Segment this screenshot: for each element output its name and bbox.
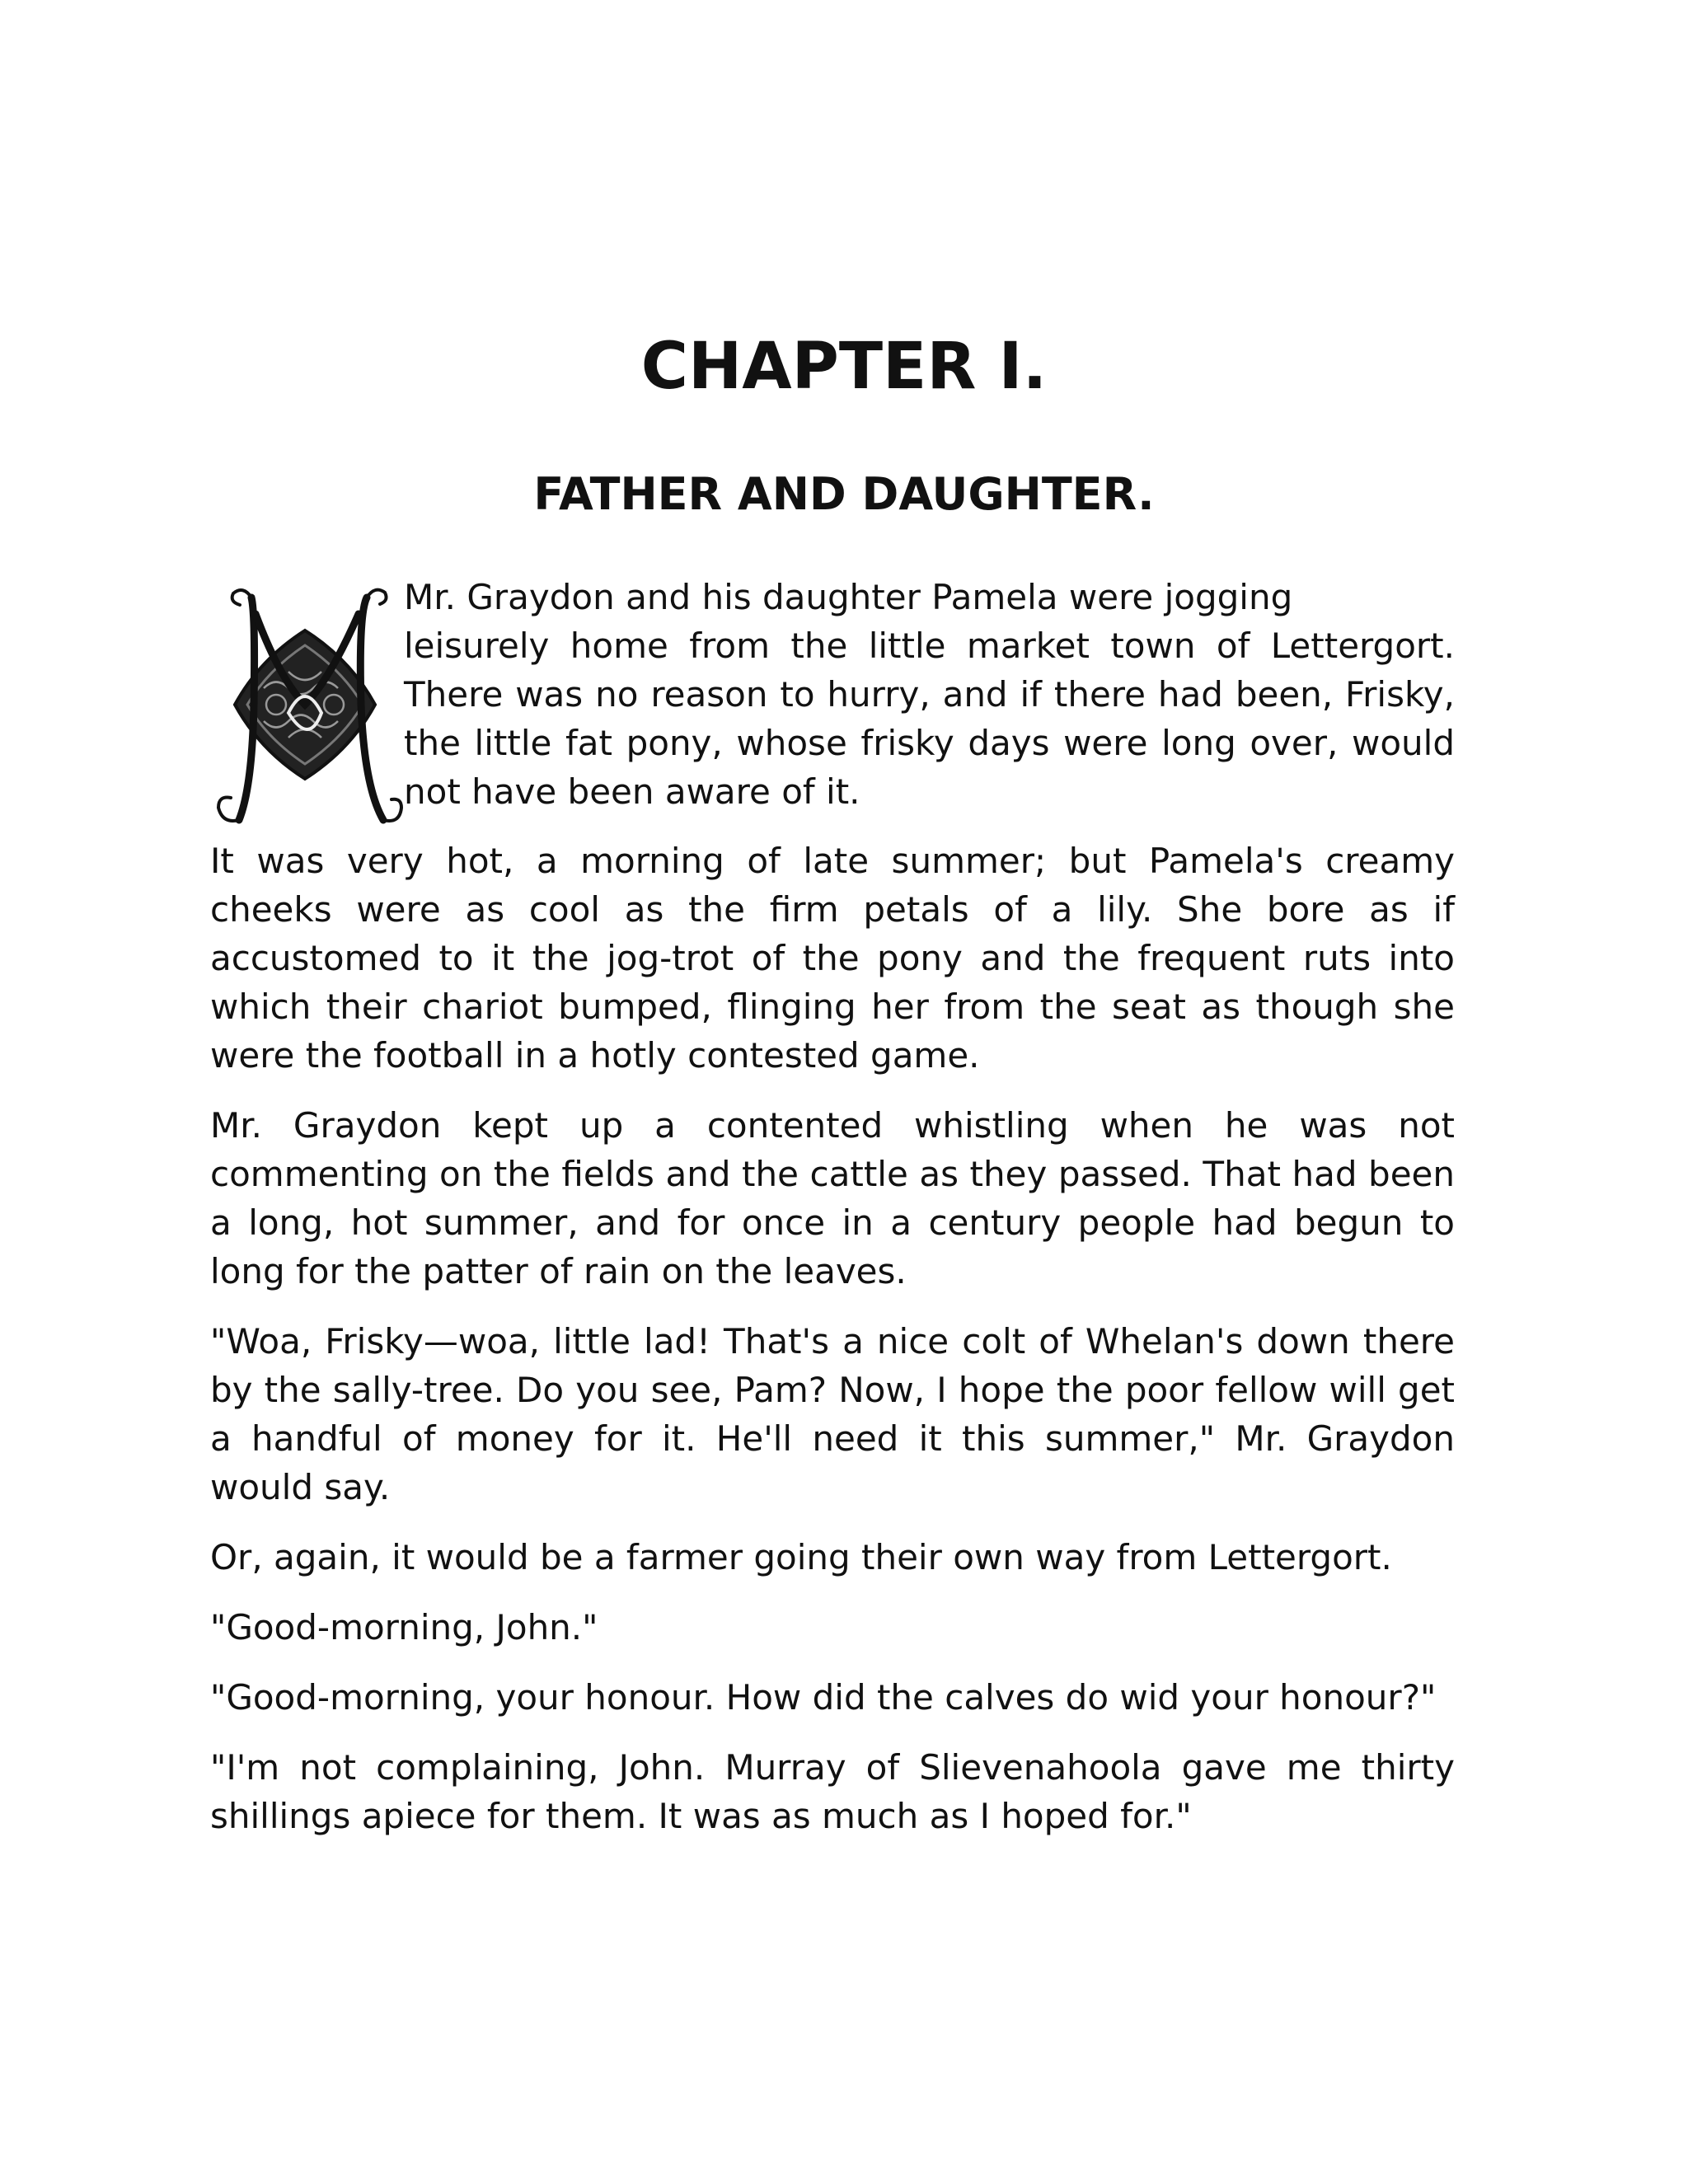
chapter-body [210,573,1455,1862]
paragraph: It was very hot, a morning of late summer; but Pamela's creamy cheeks were as cool as the firm petals of a lily. She bore as if accustomed to it the jog-trot of the pony and the frequent ruts into which their chariot bumped, flinging her from the seat as though she were the football in a hotly contested game. [210,841,1455,1076]
paragraph: "Good-morning, your honour. How did the calves do wid your honour?" [210,1677,1437,1718]
paragraph: Or, again, it would be a farmer going their own way from Lettergort. [210,1537,1392,1577]
chapter-title: CHAPTER I. [640,330,1048,404]
opening-paragraph-rest: leisurely home from the little market town of Lettergort. There was no reason to hurry, and if there had been, Frisky, the little fat pony, whose frisky days were long over, would not have been aware of it. [404,626,1455,812]
opening-paragraph [210,573,1455,837]
opening-paragraph-lead: Mr. Graydon and his daughter Pamela were jogging [404,577,1293,617]
paragraph: "Good-morning, John." [210,1607,598,1647]
paragraph: "I'm not complaining, John. Murray of Slievenahoola gave me thirty shillings apiece for them. It was as much as I hoped for." [210,1747,1455,1836]
chapter-subtitle: FATHER AND DAUGHTER. [533,468,1155,520]
paragraph: Mr. Graydon kept up a contented whistling when he was not commenting on the fields and the cattle as they passed. That had been a long, hot summer, and for once in a century people had begun to long for the patter of rain on the leaves. [210,1105,1455,1291]
paragraph: "Woa, Frisky—woa, little lad! That's a nice colt of Whelan's down there by the sally-tree. Do you see, Pam? Now, I hope the poor fellow will get a handful of money for it. He'll need it this summer," Mr. Graydon would say. [210,1321,1455,1507]
ornamental-initial-m-icon [206,581,404,837]
